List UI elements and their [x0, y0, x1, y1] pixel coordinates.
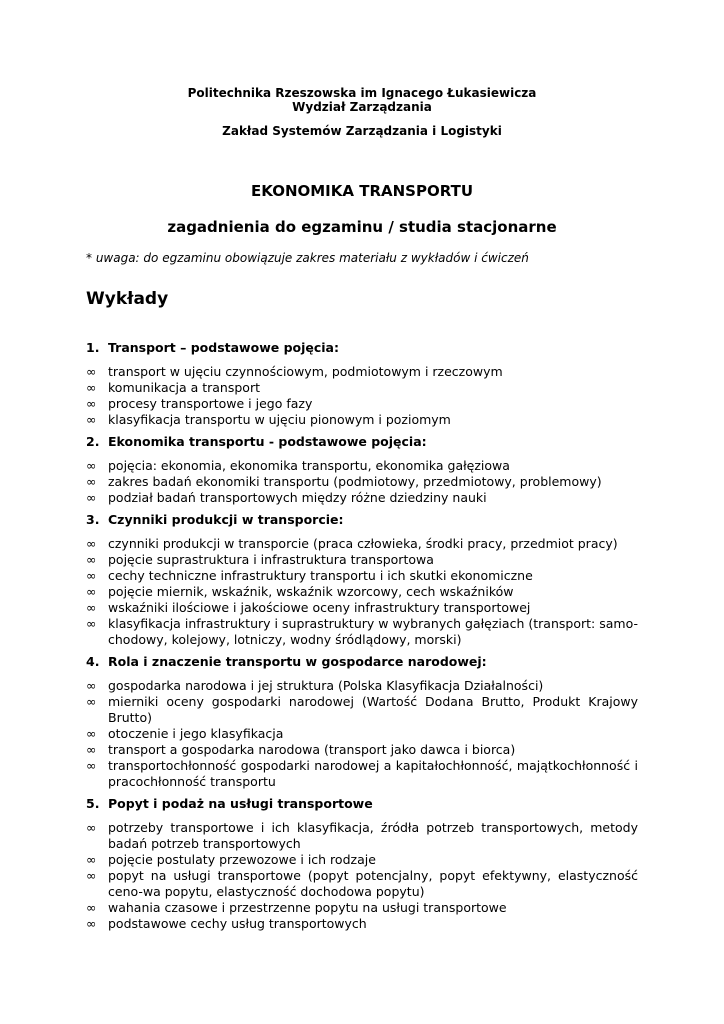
infinity-bullet-icon: ∞: [86, 616, 97, 631]
topic-items: [86, 458, 638, 506]
list-item: [86, 396, 638, 412]
infinity-bullet-icon: ∞: [86, 758, 97, 773]
topic-heading: [86, 434, 638, 449]
topic-number: 5.: [86, 796, 100, 811]
list-item: [86, 726, 638, 742]
list-item: [86, 900, 638, 916]
infinity-bullet-icon: ∞: [86, 584, 97, 599]
list-item-text: potrzeby transportowe i ich klasyfikacja, źródła potrzeb transportowych, metody badań potrzeb transportowych: [108, 820, 638, 851]
list-item: [86, 412, 638, 428]
list-item-text: cechy techniczne infrastruktury transportu i ich skutki ekonomiczne: [108, 568, 533, 583]
department-name: Zakład Systemów Zarządzania i Logistyki: [222, 124, 502, 138]
topic-heading: [86, 796, 638, 811]
list-item: [86, 916, 638, 932]
document-header: [0, 86, 724, 138]
topic-number: 3.: [86, 512, 100, 527]
section-heading: Wykłady: [86, 289, 169, 309]
infinity-bullet-icon: ∞: [86, 380, 97, 395]
list-item: [86, 552, 638, 568]
list-item: [86, 616, 638, 648]
list-item: [86, 584, 638, 600]
topic-title: Rola i znaczenie transportu w gospodarce narodowej:: [108, 654, 487, 669]
topic-items: [86, 364, 638, 428]
list-item: [86, 600, 638, 616]
list-item: [86, 474, 638, 490]
topic-heading: [86, 340, 638, 355]
infinity-bullet-icon: ∞: [86, 536, 97, 551]
university-name: Politechnika Rzeszowska im Ignacego Łukasiewicza: [187, 86, 537, 100]
list-item-text: gospodarka narodowa i jej struktura (Polska Klasyfikacja Działalności): [108, 678, 544, 693]
document-subtitle: zagadnienia do egzaminu / studia stacjonarne: [167, 218, 557, 236]
list-item-text: pojęcia: ekonomia, ekonomika transportu, ekonomika gałęziowa: [108, 458, 510, 473]
list-item-text: podział badań transportowych między różne dziedziny nauki: [108, 490, 487, 505]
list-item-text: pojęcie postulaty przewozowe i ich rodzaje: [108, 852, 376, 867]
infinity-bullet-icon: ∞: [86, 396, 97, 411]
topic-title: Czynniki produkcji w transporcie:: [108, 512, 344, 527]
infinity-bullet-icon: ∞: [86, 600, 97, 615]
list-item-text: procesy transportowe i jego fazy: [108, 396, 313, 411]
infinity-bullet-icon: ∞: [86, 916, 97, 931]
infinity-bullet-icon: ∞: [86, 726, 97, 741]
topic-number: 4.: [86, 654, 100, 669]
document-title: EKONOMIKA TRANSPORTU: [251, 182, 473, 200]
list-item-text: klasyfikacja transportu w ujęciu pionowym i poziomym: [108, 412, 451, 427]
list-item-text: wskaźniki ilościowe i jakościowe oceny infrastruktury transportowej: [108, 600, 531, 615]
list-item: [86, 852, 638, 868]
list-item-text: transportochłonność gospodarki narodowej a kapitałochłonność, majątkochłonność i pracochłonność transportu: [108, 758, 638, 789]
list-item-text: pojęcie miernik, wskaźnik, wskaźnik wzorcowy, cech wskaźników: [108, 584, 514, 599]
topic-items: [86, 536, 638, 648]
faculty-name: Wydział Zarządzania: [292, 100, 432, 114]
list-item-text: zakres badań ekonomiki transportu (podmiotowy, przedmiotowy, problemowy): [108, 474, 602, 489]
infinity-bullet-icon: ∞: [86, 474, 97, 489]
infinity-bullet-icon: ∞: [86, 694, 97, 709]
topic-items: [86, 820, 638, 932]
list-item-text: popyt na usługi transportowe (popyt potencjalny, popyt efektywny, elastyczność ceno-wa popytu, elastyczność dochodowa popytu): [108, 868, 638, 899]
list-item-text: komunikacja a transport: [108, 380, 260, 395]
list-item-text: podstawowe cechy usług transportowych: [108, 916, 367, 931]
list-item-text: czynniki produkcji w transporcie (praca człowieka, środki pracy, przedmiot pracy): [108, 536, 618, 551]
infinity-bullet-icon: ∞: [86, 868, 97, 883]
list-item-text: otoczenie i jego klasyfikacja: [108, 726, 284, 741]
topic-title: Ekonomika transportu - podstawowe pojęcia:: [108, 434, 427, 449]
list-item-text: klasyfikacja infrastruktury i suprastruktury w wybranych gałęziach (transport: samo-chodowy, kolejowy, lotniczy, wodny śródlądowy, morski): [108, 616, 638, 647]
list-item: [86, 868, 638, 900]
list-item: [86, 568, 638, 584]
infinity-bullet-icon: ∞: [86, 678, 97, 693]
infinity-bullet-icon: ∞: [86, 490, 97, 505]
topic-number: 2.: [86, 434, 100, 449]
topic-items: [86, 678, 638, 790]
topics-list: [86, 340, 638, 938]
infinity-bullet-icon: ∞: [86, 552, 97, 567]
list-item-text: transport w ujęciu czynnościowym, podmiotowym i rzeczowym: [108, 364, 503, 379]
topic-title: Transport – podstawowe pojęcia:: [108, 340, 339, 355]
infinity-bullet-icon: ∞: [86, 364, 97, 379]
exam-note: * uwaga: do egzaminu obowiązuje zakres materiału z wykładów i ćwiczeń: [86, 251, 529, 265]
infinity-bullet-icon: ∞: [86, 820, 97, 835]
infinity-bullet-icon: ∞: [86, 568, 97, 583]
list-item: [86, 536, 638, 552]
topic-heading: [86, 654, 638, 669]
topic-number: 1.: [86, 340, 100, 355]
list-item: [86, 678, 638, 694]
infinity-bullet-icon: ∞: [86, 412, 97, 427]
list-item: [86, 742, 638, 758]
list-item: [86, 490, 638, 506]
list-item-text: wahania czasowe i przestrzenne popytu na usługi transportowe: [108, 900, 507, 915]
infinity-bullet-icon: ∞: [86, 458, 97, 473]
list-item-text: mierniki oceny gospodarki narodowej (Wartość Dodana Brutto, Produkt Krajowy Brutto): [108, 694, 638, 725]
infinity-bullet-icon: ∞: [86, 852, 97, 867]
topic-heading: [86, 512, 638, 527]
list-item: [86, 458, 638, 474]
list-item: [86, 758, 638, 790]
list-item: [86, 380, 638, 396]
list-item: [86, 694, 638, 726]
list-item: [86, 820, 638, 852]
infinity-bullet-icon: ∞: [86, 742, 97, 757]
list-item-text: transport a gospodarka narodowa (transport jako dawca i biorca): [108, 742, 516, 757]
list-item-text: pojęcie suprastruktura i infrastruktura transportowa: [108, 552, 434, 567]
infinity-bullet-icon: ∞: [86, 900, 97, 915]
list-item: [86, 364, 638, 380]
topic-title: Popyt i podaż na usługi transportowe: [108, 796, 373, 811]
